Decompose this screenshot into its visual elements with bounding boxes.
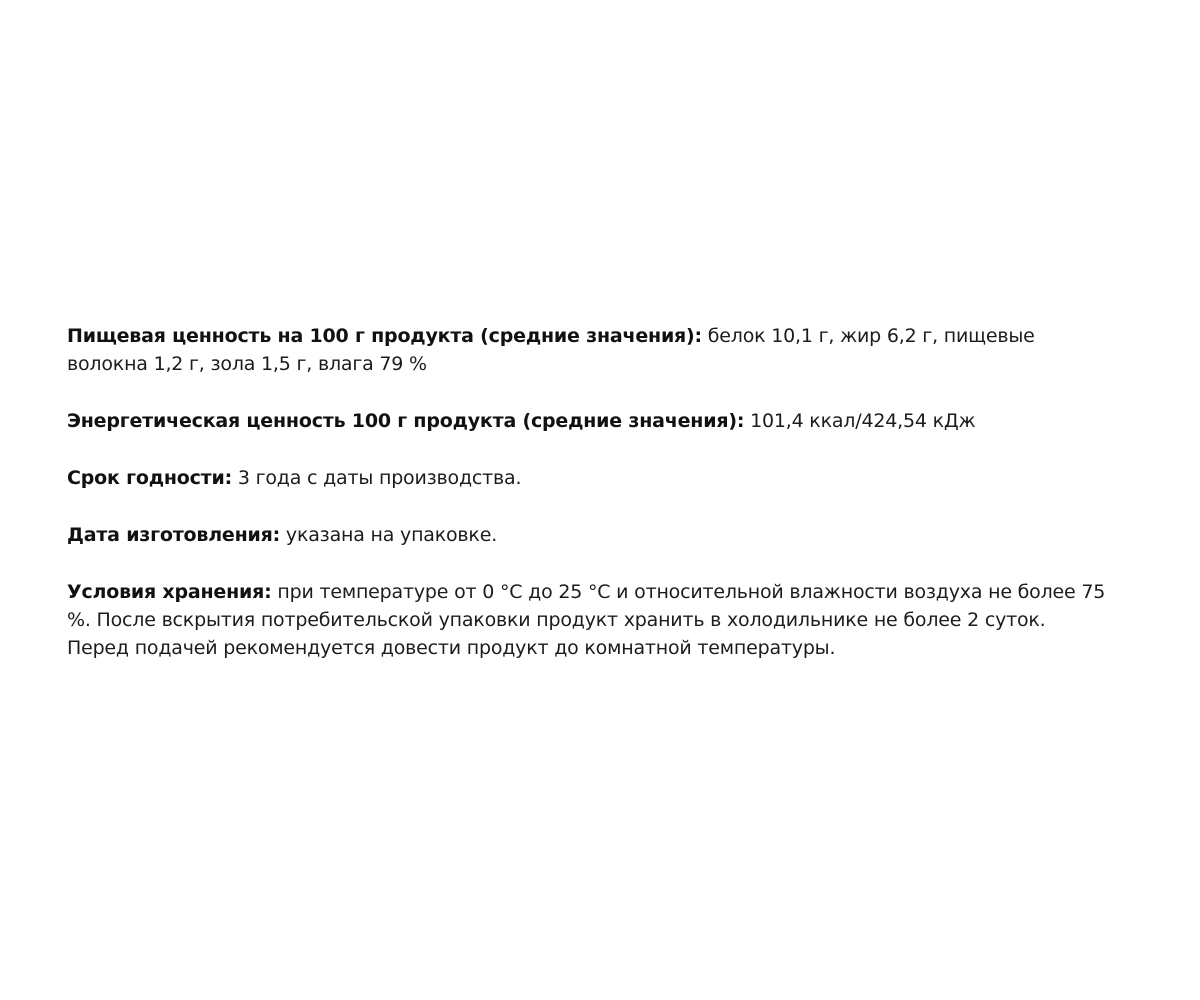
storage-conditions-paragraph (67, 578, 1107, 662)
manufacture-date-label: Дата изготовления: (67, 524, 281, 546)
shelf-life-label: Срок годности: (67, 467, 232, 489)
storage-conditions-label: Условия хранения: (67, 581, 272, 603)
manufacture-date-text: указана на упаковке. (280, 524, 498, 546)
storage-conditions-text: при температуре от 0 °С до 25 °С и относительной влажности воздуха не более 75 %. После вскрытия потребительской упаковки продукт хранить в холодильнике не более 2 суток. Перед подачей рекомендуется довести продукт до комнатной температуры. (67, 581, 1106, 659)
nutrition-value-text: белок 10,1 г, жир 6,2 г, пищевые волокна 1,2 г, зола 1,5 г, влага 79 % (67, 325, 1035, 375)
energy-value-paragraph (67, 407, 1107, 435)
energy-value-text: 101,4 ккал/424,54 кДж (744, 410, 976, 432)
nutrition-value-paragraph (67, 322, 1107, 378)
shelf-life-text: 3 года с даты производства. (232, 467, 522, 489)
shelf-life-paragraph (67, 464, 1107, 492)
nutrition-value-label: Пищевая ценность на 100 г продукта (средние значения): (67, 325, 702, 347)
product-info-text (67, 322, 1107, 691)
energy-value-label: Энергетическая ценность 100 г продукта (средние значения): (67, 410, 745, 432)
manufacture-date-paragraph (67, 521, 1107, 549)
